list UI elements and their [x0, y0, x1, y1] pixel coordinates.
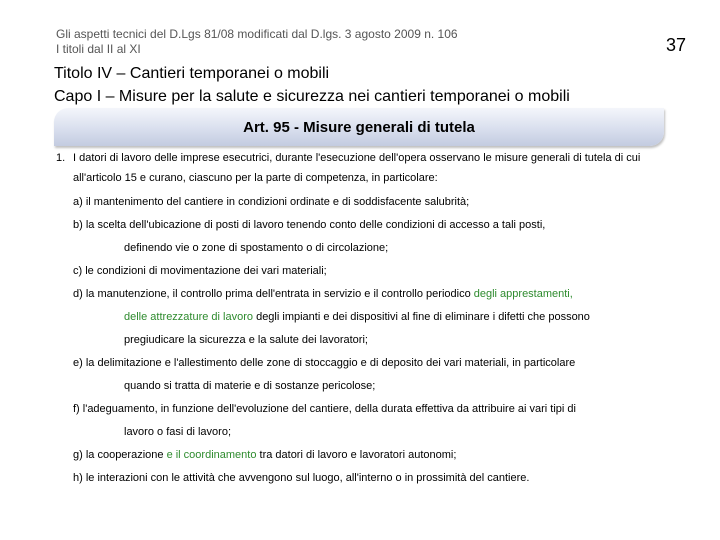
item-d-highlight: degli apprestamenti,: [473, 288, 573, 300]
list-item-b-line-1: b) la scelta dell'ubicazione di posti di lavoro tenendo conto delle condizioni di accesso a tali posti,: [73, 219, 546, 231]
list-item-f-line-2: lavoro o fasi di lavoro;: [124, 426, 231, 438]
list-item-f-line-1: f) l'adeguamento, in funzione dell'evoluzione del cantiere, della durata effettiva da attribuire ai vari tipi di: [73, 403, 576, 415]
list-item-e-line-1: e) la delimitazione e l'allestimento delle zone di stoccaggio e di deposito dei vari materiali, in particolare: [73, 357, 576, 369]
list-item-d-line-2: [56, 306, 686, 329]
list-item-d-line-1: [56, 283, 686, 306]
list-item-e-line-2: quando si tratta di materie e di sostanze pericolose;: [124, 380, 376, 392]
item-d-text: d) la manutenzione, il controllo prima dell'entrata in servizio e il controllo periodico: [73, 288, 474, 300]
item-text: I datori di lavoro delle imprese esecutrici, durante l'esecuzione dell'opera osservano le misure generali di tutela di cui all'articolo 15 e curano, ciascuno per la parte di competenza, in particolare:: [73, 152, 641, 184]
page-subtitle: Capo I – Misure per la salute e sicurezza nei cantieri temporanei o mobili: [54, 88, 570, 105]
item-number: 1.: [56, 152, 66, 164]
header-line-2: I titoli dal II al XI: [56, 42, 141, 56]
page-number: 37: [665, 35, 686, 55]
item-g-highlight: e il coordinamento: [166, 449, 257, 461]
list-item-d-line-3: pregiudicare la sicurezza e la salute dei lavoratori;: [124, 334, 368, 346]
item-d-highlight-2: delle attrezzature di lavoro: [124, 311, 254, 323]
list-item-b-line-2: definendo vie o zone di spostamento o di circolazione;: [124, 242, 389, 254]
page-title: Titolo IV – Cantieri temporanei o mobili: [54, 65, 330, 82]
list-item-1: [56, 148, 686, 188]
list-item-c: c) le condizioni di movimentazione dei vari materiali;: [73, 265, 327, 277]
list-item-g: [56, 444, 686, 467]
header-line-1: Gli aspetti tecnici del D.Lgs 81/08 modificati dal D.lgs. 3 agosto 2009 n. 106: [56, 27, 458, 41]
list-item-h: h) le interazioni con le attività che avvengono sul luogo, all'interno o in prossimità del cantiere.: [73, 472, 530, 484]
article-banner: [54, 108, 664, 146]
article-body: [56, 148, 686, 490]
article-title: Art. 95 - Misure generali di tutela: [243, 119, 475, 136]
slide-header: [56, 27, 458, 57]
item-d-text-2: degli impianti e dei dispositivi al fine di eliminare i difetti che possono: [253, 311, 590, 323]
list-item-a: a) il mantenimento del cantiere in condizioni ordinate e di soddisfacente salubrità;: [73, 196, 470, 208]
item-g-text-2: tra datori di lavoro e lavoratori autonomi;: [256, 449, 457, 461]
item-g-text: g) la cooperazione: [73, 449, 167, 461]
